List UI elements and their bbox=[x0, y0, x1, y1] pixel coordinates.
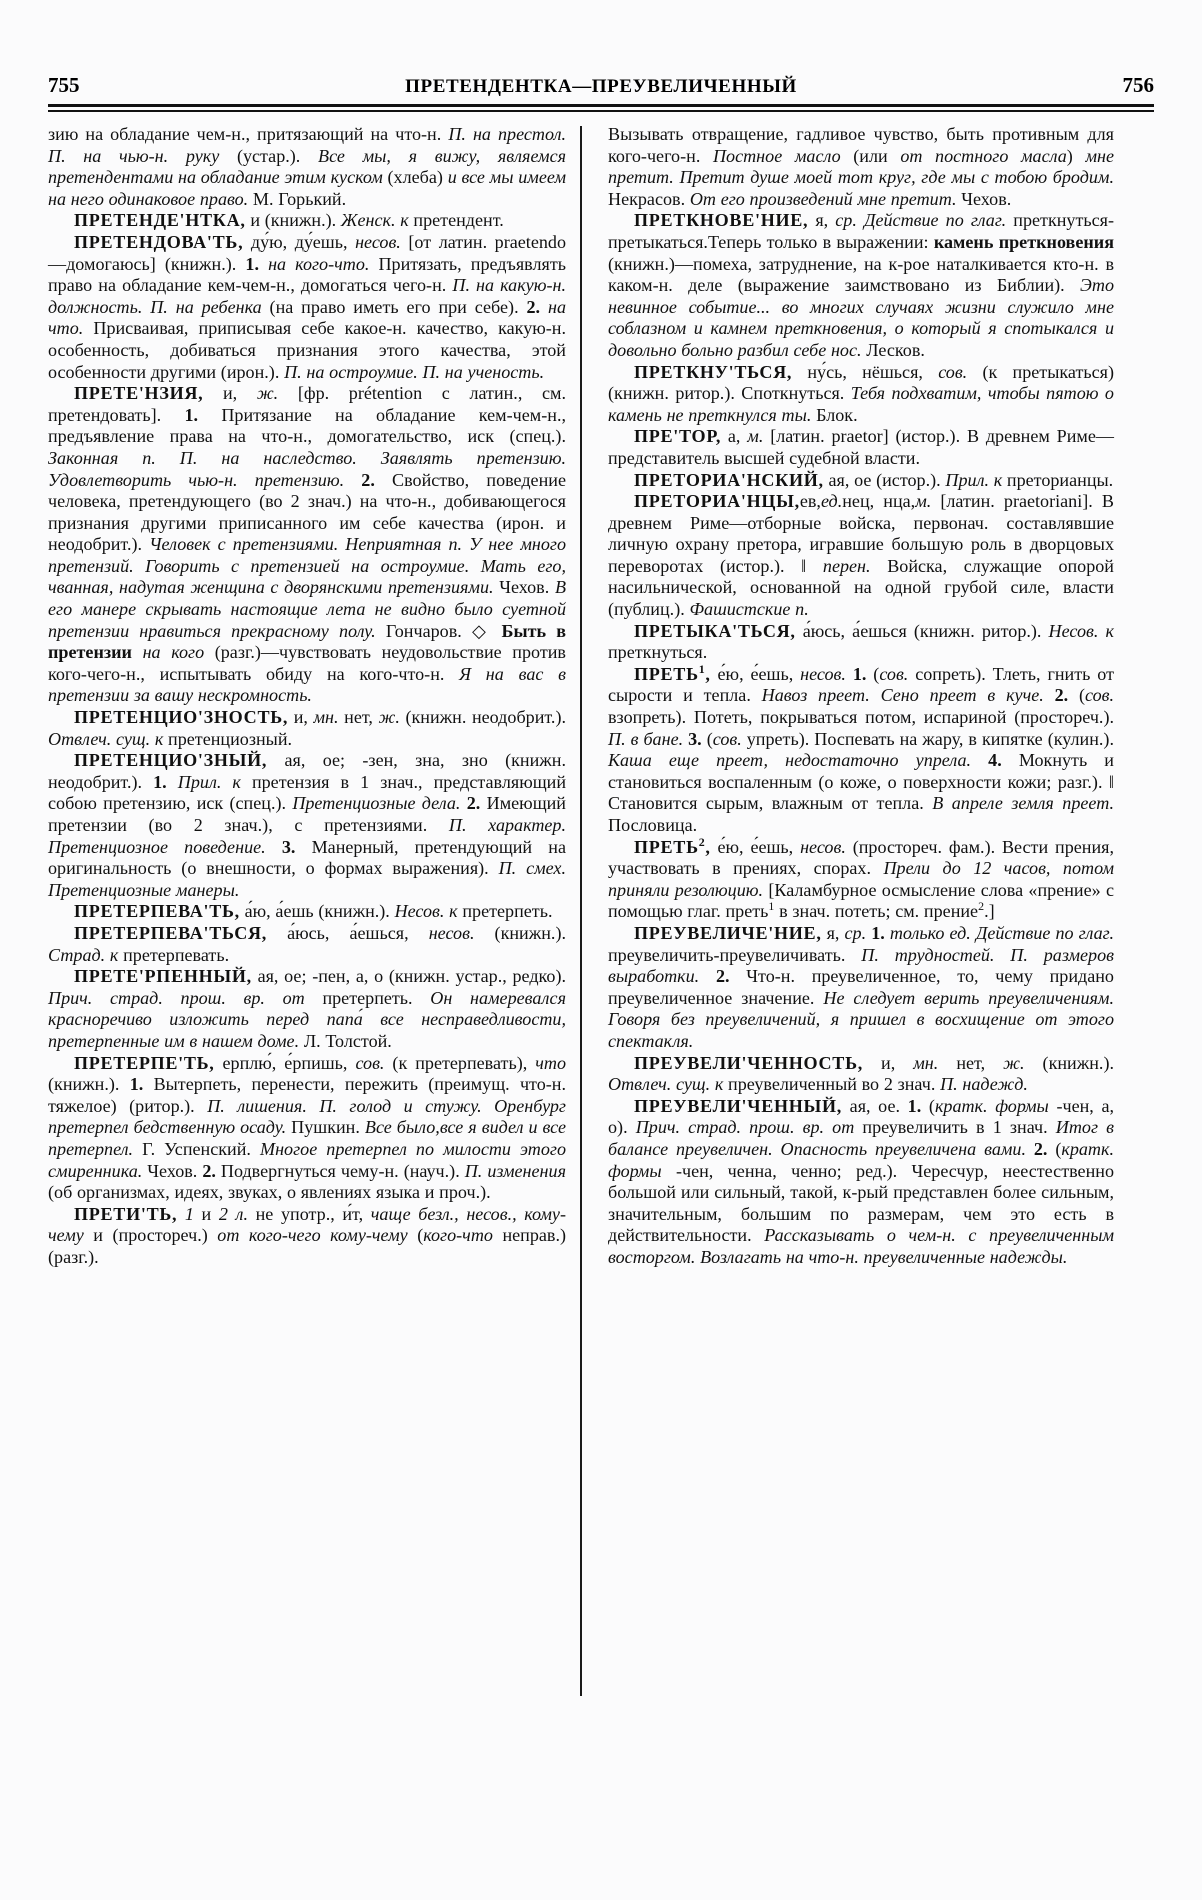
dictionary-entry: ПРЕ'ТОР, а, м. [латин. praetor] (истор.). В древнем Риме—представитель высшей судебной власти. bbox=[608, 426, 1114, 468]
dictionary-entry: ПРЕТКНОВЕ'НИЕ, я, ср. Действие по глаг. преткнуться-претыкаться.Теперь только в выражении: камень преткновения (книжн.)—помеха, затруднение, на к-рое наталкивается кто-н. в каком-н. деле (выражение заимствовано из Библии). Это невинное событие... во многих случаях жизни служило мне соблазном и камнем преткновения, о который я спотыкался и довольно больно разбил себе нос. Лесков. bbox=[608, 210, 1115, 360]
column-right bbox=[582, 124, 1114, 1824]
dictionary-entry: ПРЕТЕРПЕ'ТЬ, ерплю́, е́рпишь, сов. (к претерпевать), что (книжн.). 1. Вытерпеть, перенести, пережить (преимущ. что-н. тяжелое) (ритор.). П. лишения. П. голод и стужу. Оренбург претерпел бедственную осаду. Пушкин. Все было,все я видел и все претерпел. Г. Успенский. Многое претерпел по милости этого смиренника. Чехов. 2. Подвергнуться чему-н. (науч.). П. изменения (об организмах, идеях, звуках, о явлениях языка и проч.). bbox=[48, 1052, 566, 1203]
folio-left: 755 bbox=[48, 73, 80, 97]
dictionary-entry: ПРЕТЕРПЕВА'ТЬ, а́ю, а́ешь (книжн.). Несов. к претерпеть. bbox=[74, 901, 553, 922]
dictionary-entry: ПРЕТЕ'РПЕННЫЙ, ая, ое; -пен, а, о (книжн. устар., редко). Прич. страд. прош. вр. от претерпеть. Он намеревался красноречиво изложить перед папа́ все несправедливости, претерпенные им в нашем доме. Л. Толстой. bbox=[48, 966, 566, 1051]
dictionary-entry: ПРЕТЕРПЕВА'ТЬСЯ, а́юсь, а́ешься, несов. (книжн.). Страд. к претерпевать. bbox=[48, 922, 566, 965]
dictionary-entry: ПРЕТИ'ТЬ, 1 и 2 л. не употр., и́т, чаще безл., несов., кому-чему и (простореч.) от кого-чего кому-чему (кого-что неправ.) (разг.). bbox=[48, 1203, 567, 1267]
header-rule-thin bbox=[48, 110, 1154, 112]
dictionary-entry: ПРЕТОРИА'НСКИЙ, ая, ое (истор.). Прил. к преторианцы. bbox=[634, 469, 1114, 490]
header-rule-thick bbox=[48, 104, 1154, 107]
dictionary-entry: ПРЕТЕНЦИО'ЗНОСТЬ, и, мн. нет, ж. (книжн. неодобрит.). Отвлеч. сущ. к претенциозный. bbox=[48, 707, 566, 749]
dictionary-entry: ПРЕТЕНЦИО'ЗНЫЙ, ая, ое; -зен, зна, зно (книжн. неодобрит.). 1. Прил. к претензия в 1 знач., представляющий собою претензию, иск (спец.). Претенциозные дела. 2. Имеющий претензии (во 2 знач.), с претензиями. П. характер. Претенциозное поведение. 3. Манерный, претендующий на оригинальность (о внешности, о формах выражения). П. смех. Претенциозные манеры. bbox=[48, 750, 567, 900]
column-left-entries bbox=[48, 210, 566, 1268]
dictionary-entry: ПРЕТЬ$^2$, е́ю, е́ешь, несов. (простореч. фам.). Вести прения, участвовать в прениях, спорах. Прели до 12 часов, потом приняли резолюцию. [Каламбурное осмысление слова «прение» с помощью глаг. преть$^1$ в знач. потеть; см. прение$^2$.] bbox=[608, 834, 1114, 922]
column-right-entries bbox=[608, 210, 1114, 1268]
dictionary-entry: ПРЕТЕ'НЗИЯ, и, ж. [фр. prétention с латин., см. претендовать]. 1. Притязание на обладание кем-чем-н., предъявление права на что-н., домогательство, иск (спец.). Законная п. П. на наследство. Заявлять претензию. Удовлетворить чью-н. претензию. 2. Свойство, поведение человека, претендующего (во 2 знач.) на что-н., добивающегося признания другими приписанного им себе качества (ирон. и неодобрит.). Человек с претензиями. Неприятная п. У нее много претензий. Говорить с претензией на остроумие. Мать его, чванная, надутая женщина с дворянскими претензиями. Чехов. В его манере скрывать настоящие лета не видно было суетной претензии нравиться прекрасному полу. Гончаров. ◇ Быть в претензии на кого (разг.)—чувствовать неудовольствие против кого-чего-н., испытывать обиду на кого-что-н. Я на вас в претензии за вашу нескромность. bbox=[48, 383, 566, 706]
column-left bbox=[48, 124, 580, 1824]
running-head-bar bbox=[48, 62, 1154, 96]
two-column-body bbox=[48, 124, 1154, 1824]
dictionary-entry: ПРЕТЫКА'ТЬСЯ, а́юсь, а́ешься (книжн. ритор.). Несов. к преткнуться. bbox=[608, 620, 1114, 663]
dictionary-entry: ПРЕТЬ$^1$, е́ю, е́ешь, несов. 1. (сов. сопреть). Тлеть, гнить от сырости и тепла. Навоз преет. Сено преет в куче. 2. (сов. взопреть). Потеть, покрываться потом, испариной (простореч.). П. в бане. 3. (сов. упреть). Поспевать на жару, в кипятке (кулин.). Каша еще преет, недостаточно упрела. 4. Мокнуть и становиться воспаленным (о коже, о поверхности кожи; разг.). ‖ Становится сырым, влажным от тепла. В апреле земля преет. Пословица. bbox=[608, 661, 1115, 835]
dictionary-entry: ПРЕТКНУ'ТЬСЯ, ну́сь, нёшься, сов. (к претыкаться) (книжн. ритор.). Споткнуться. Тебя подхватим, чтобы пятою о камень не преткнулся ты. Блок. bbox=[608, 361, 1114, 425]
column-left-continuation: зию на обладание чем-н., притязающий на что-н. П. на престол. П. на чью-н. руку (устар.). Все мы, я вижу, являемся претендентами на обладание этим куском (хлеба) и все мы имеем на него одинаковое право. М. Горький. bbox=[48, 124, 567, 209]
dictionary-entry: ПРЕУВЕЛИЧЕ'НИЕ, я, ср. 1. только ед. Действие по глаг. преувеличить-преувеличивать. П. трудностей. П. размеров выработки. 2. Что-н. преувеличенное, то, чему придано преувеличенное значение. Не следует верить преувеличениям. Говоря без преувеличений, я пришел в восхищение от этого спектакля. bbox=[608, 922, 1115, 1051]
dictionary-entry: ПРЕТОРИА'НЦЫ,ев,ед.нец, нца,м. [латин. praetoriani]. В древнем Риме—отборные войска, первонач. составлявшие личную охрану претора, игравшие большую роль в дворцовых переворотах (истор.). ‖ перен. Войска, служащие опорой насильнической, основанной на одной грубой силе, власти (публиц.). Фашистские п. bbox=[608, 491, 1114, 620]
running-head-title: ПРЕТЕНДЕНТКА—ПРЕУВЕЛИЧЕННЫЙ bbox=[405, 76, 797, 97]
dictionary-entry: ПРЕТЕНДОВА'ТЬ, ду́ю, ду́ешь, несов. [от латин. praetendo—домогаюсь] (книжн.). 1. на кого-что. Притязать, предъявлять право на обладание кем-чем-н., домогаться чего-н. П. на какую-н. должность. П. на ребенка (на право иметь его при себе). 2. на что. Присваивая, приписывая себе какое-н. качество, какую-н. особенность, добиваться признания этого качества, этой особенности другими (ирон.). П. на остроумие. П. на ученость. bbox=[48, 231, 566, 382]
dictionary-entry: ПРЕУВЕЛИ'ЧЕННОСТЬ, и, мн. нет, ж. (книжн.). Отвлеч. сущ. к преувеличенный во 2 знач. П. надежд. bbox=[608, 1052, 1114, 1095]
column-right-continuation: Вызывать отвращение, гадливое чувство, быть противным для кого-чего-н. Постное масло (или от постного масла) мне претит. Претит душе моей тот круг, где мы с тобою бродим. Некрасов. От его произведений мне претит. Чехов. bbox=[608, 124, 1114, 209]
dictionary-entry: ПРЕУВЕЛИ'ЧЕННЫЙ, ая, ое. 1. (кратк. формы -чен, а, о). Прич. страд. прош. вр. от преувеличить в 1 знач. Итог в балансе преувеличен. Опасность преувеличена вами. 2. (кратк. формы -чен, ченна, ченно; ред.). Чересчур, неестественно большой или сильный, такой, к-рый представлен более сильным, значительным, большим по размерам, чем это есть в действительности. Рассказывать о чем-н. с преувеличенным восторгом. Возлагать на что-н. преувеличенные надежды. bbox=[608, 1095, 1115, 1267]
folio-right: 756 bbox=[1122, 73, 1154, 97]
dictionary-entry: ПРЕТЕНДЕ'НТКА, и (книжн.). Женск. к претендент. bbox=[74, 210, 504, 231]
